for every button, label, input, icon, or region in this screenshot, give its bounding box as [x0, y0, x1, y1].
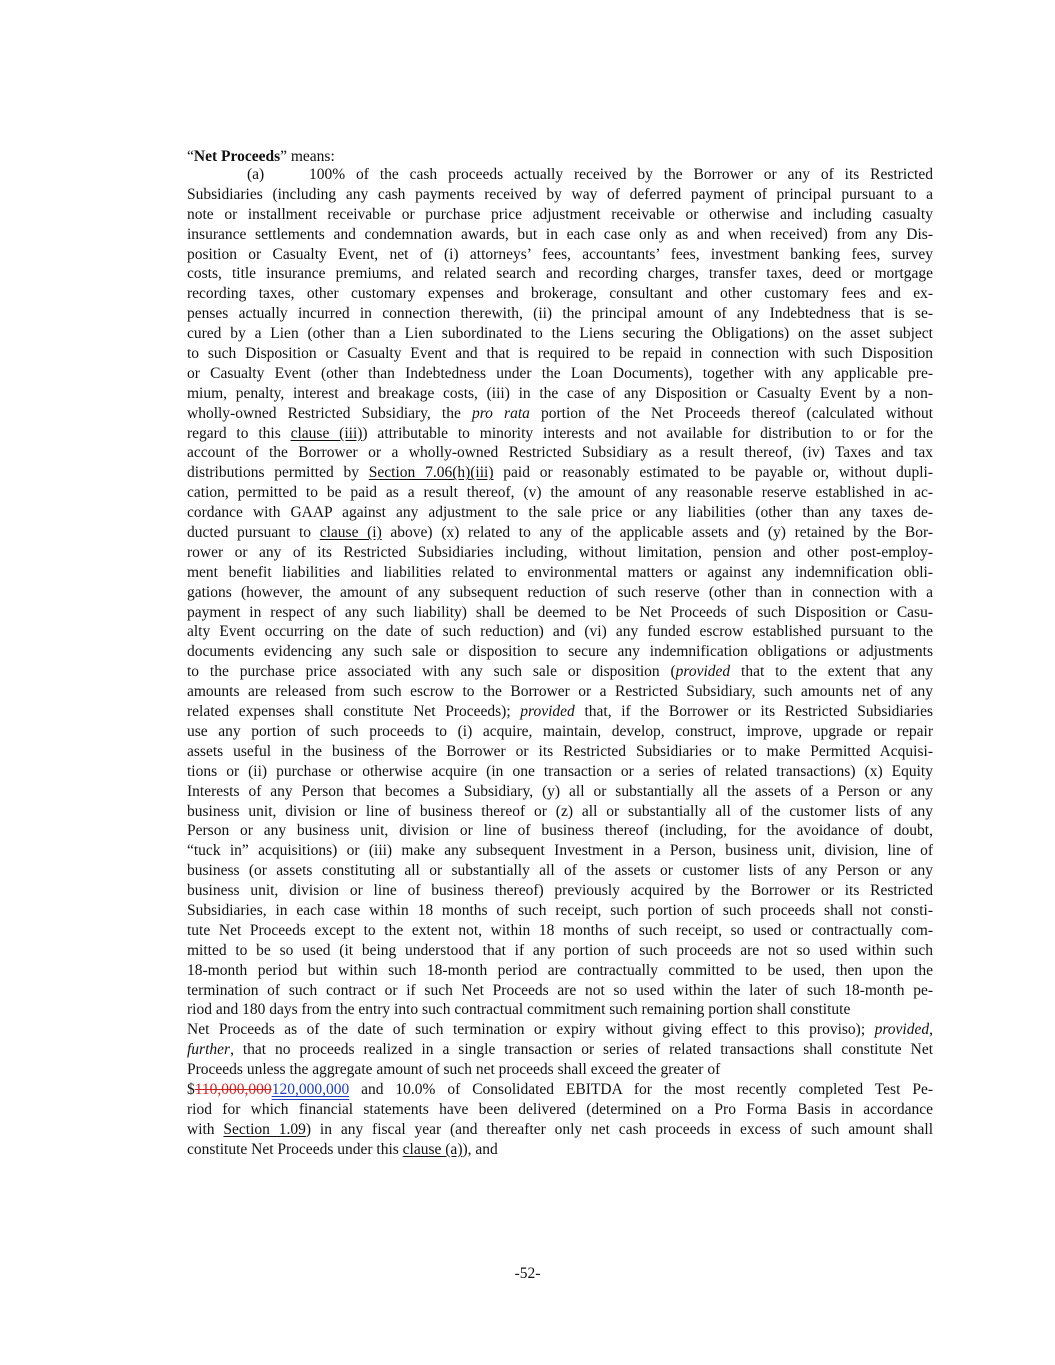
text-run: riod for which financial statements have been delivered (determined on a Pro Forma Basis in accordance: [187, 1100, 933, 1118]
paragraph-line: [187, 722, 933, 742]
paragraph-line: [187, 563, 933, 583]
paragraph-line: [187, 1120, 933, 1140]
paragraph-line: [187, 682, 933, 702]
inserted-amount: 120,000,000: [271, 1080, 350, 1098]
text-run: riod and 180 days from the entry into such contractual commitment such remaining portion shall constitute: [187, 1001, 851, 1019]
text-run: tions or (ii) purchase or otherwise acquire (in one transaction or a series of related transactions) (x) Equity: [187, 762, 933, 780]
clause-marker: (a): [247, 166, 265, 183]
text-run: 18-month period but within such 18-month period are contractually committed to be used, then upon the: [187, 961, 933, 979]
text-run: that, if the Borrower or its Restricted Subsidiaries: [574, 703, 933, 721]
paragraph-line: [187, 821, 933, 841]
text-run: that to the extent that any: [730, 663, 933, 681]
text-run: amounts are released from such escrow to the Borrower or a Restricted Subsidiary, such amounts net of any: [187, 683, 933, 701]
paragraph-line: [187, 861, 933, 881]
paragraph-line: [187, 841, 933, 861]
text-run: to such Disposition or Casualty Event and that is required to be repaid in connection with such Disposition: [187, 345, 933, 363]
cross-reference: Section 7.06(h)(iii): [368, 464, 494, 482]
text-run: assets useful in the business of the Borrower or its Restricted Subsidiaries or to make Permitted Acquisi-: [187, 742, 933, 760]
text-run: cordance with GAAP against any adjustment to the sale price or any liabilities (other than any taxes de-: [187, 504, 933, 522]
text-run: business unit, division or line of business thereof) previously acquired by the Borrower or its Restricted: [187, 882, 933, 900]
text-run: ), and: [462, 1140, 498, 1158]
text-run: business unit, division or line of business thereof or (z) all or substantially all of the customer lists of any: [187, 802, 933, 820]
text-run: $: [187, 1080, 195, 1098]
text-run: penses actually incurred in connection therewith, (ii) the principal amount of any Indebtedness that is se-: [187, 305, 933, 323]
paragraph-line: [187, 662, 933, 682]
paragraph-line: [187, 782, 933, 802]
cross-reference: Section 1.09: [223, 1120, 306, 1138]
paragraph-line: [187, 1140, 933, 1160]
text-run: rower or any of its Restricted Subsidiaries including, without limitation, pension and other post-employ-: [187, 543, 933, 561]
paragraph-line: [187, 901, 933, 921]
text-run: ducted pursuant to: [187, 524, 320, 542]
paragraph-line: [187, 1020, 933, 1040]
text-run: , that no proceeds realized in a single transaction or series of related transactions shall constitute Net: [230, 1041, 933, 1059]
paragraph-line: [187, 364, 933, 384]
text-run: recording taxes, other customary expenses and brokerage, consultant and other customary fees and ex-: [187, 285, 933, 303]
text-run: “tuck in” acquisitions) or (iii) make any subsequent Investment in a Person, business unit, division, line of: [187, 842, 933, 860]
paragraph-line: [187, 404, 933, 424]
text-run: use any portion of such proceeds to (i) acquire, maintain, develop, construct, improve, upgrade or repair: [187, 722, 933, 740]
text-run: documents evidencing any such sale or disposition to secure any indemnification obligations or adjustments: [187, 643, 933, 661]
text-run: mium, penalty, interest and breakage costs, (iii) in the case of any Disposition or Casualty Event by a non-: [187, 384, 933, 402]
text-run: ) in any fiscal year (and thereafter only net cash proceeds in excess of such amount shall: [305, 1120, 934, 1138]
text-run: cation, permitted to be paid as a result thereof, (v) the amount of any reasonable reserve established in ac-: [187, 484, 933, 502]
page-number: -52-: [514, 1265, 541, 1282]
text-run: cured by a Lien (other than a Lien subordinated to the Liens securing the Obligations) on the asset subject: [187, 325, 933, 343]
paragraph-line: [187, 642, 933, 662]
cross-reference: clause (iii): [290, 424, 363, 442]
text-run: tute Net Proceeds except to the extent not, within 18 months of such receipt, so used or contractually com-: [187, 921, 933, 939]
paragraph-line: [187, 463, 933, 483]
paragraph-line: [187, 762, 933, 782]
text-run: insurance settlements and condemnation awards, but in each case only as and when received) from any Dis-: [187, 225, 933, 243]
paragraph-line: [187, 443, 933, 463]
paragraph-line: [187, 225, 933, 245]
paragraph-line: [187, 205, 933, 225]
paragraph-line: [187, 245, 933, 265]
paragraph-line: [187, 603, 933, 623]
paragraph-line: [187, 941, 933, 961]
paragraph-line: [187, 185, 933, 205]
italic-term: pro rata: [471, 404, 530, 422]
paragraph-line: [187, 921, 933, 941]
open-quote: “: [187, 148, 194, 165]
text-run: 100% of the cash proceeds actually received by the Borrower or any of its Restricted: [309, 166, 933, 183]
text-run: wholly-owned Restricted Subsidiary, the: [187, 404, 472, 422]
paragraph-line: [187, 483, 933, 503]
text-run: position or Casualty Event, net of (i) attorneys’ fees, accountants’ fees, investment banking fees, survey: [187, 245, 933, 263]
text-run: portion of the Net Proceeds thereof (calculated without: [529, 404, 934, 422]
text-run: paid or reasonably estimated to be payable or, without dupli-: [493, 464, 933, 482]
text-run: account of the Borrower or a wholly-owned Restricted Subsidiary as a result thereof, (iv) Taxes and tax: [187, 444, 933, 462]
paragraph-line: [187, 1080, 933, 1100]
deleted-amount: 110,000,000: [194, 1080, 272, 1098]
text-run: above) (x) related to any of the applicable assets and (y) retained by the Bor-: [381, 524, 933, 542]
paragraph-line: [187, 702, 933, 722]
paragraph-line: [187, 165, 933, 185]
paragraph-line: [187, 264, 933, 284]
paragraph-line: [187, 344, 933, 364]
heading-rest: ” means:: [280, 148, 335, 165]
text-run: to the purchase price associated with any such sale or disposition (: [187, 663, 676, 681]
text-run: ,: [929, 1021, 933, 1039]
text-run: termination of such contract or if such Net Proceeds are not so used within the later of such 18-month pe-: [187, 981, 933, 999]
text-run: alty Event occurring on the date of such reduction) and (vi) any funded escrow established pursuant to the: [187, 623, 933, 641]
cross-reference: clause (a): [402, 1140, 463, 1158]
text-run: note or installment receivable or purchase price adjustment receivable or otherwise and including casualty: [187, 205, 933, 223]
text-run: ) attributable to minority interests and not available for distribution to or for the: [362, 424, 933, 442]
definition-heading: [187, 147, 335, 167]
paragraph-line: [187, 284, 933, 304]
paragraph-line: [187, 881, 933, 901]
text-run: business (or assets constituting all or substantially all of the assets or customer lists of any Person or any: [187, 862, 933, 880]
cross-reference: clause (i): [319, 524, 382, 542]
text-run: Net Proceeds as of the date of such termination or expiry without giving effect to this proviso);: [187, 1021, 875, 1039]
paragraph-line: [187, 503, 933, 523]
paragraph-line: [187, 543, 933, 563]
italic-term: provided: [874, 1021, 930, 1039]
paragraph-line: [187, 523, 933, 543]
text-run: with: [187, 1120, 224, 1138]
paragraph-line: [187, 981, 933, 1001]
text-run: Subsidiaries, in each case within 18 months of such receipt, such portion of such proceeds shall not consti-: [187, 901, 933, 919]
paragraph-line: [187, 304, 933, 324]
text-run: related expenses shall constitute Net Proceeds);: [187, 703, 521, 721]
text-run: ment benefit liabilities and liabilities related to environmental matters or against any indemnification obli-: [187, 563, 933, 581]
paragraph-line: [187, 324, 933, 344]
text-run: and 10.0% of Consolidated EBITDA for the most recently completed Test Pe-: [349, 1080, 933, 1098]
text-run: costs, title insurance premiums, and related search and recording charges, transfer taxes, deed or mortgage: [187, 265, 933, 283]
text-run: Interests of any Person that becomes a Subsidiary, (y) all or substantially all the assets of a Person or any: [187, 782, 933, 800]
paragraph-line: [187, 622, 933, 642]
text-run: Person or any business unit, division or line of business thereof (including, for the avoidance of doubt,: [187, 822, 933, 840]
text-run: gations (however, the amount of any subsequent reduction of such reserve (other than in connection with a: [187, 583, 933, 601]
paragraph-line: [187, 1100, 933, 1120]
text-run: regard to this: [187, 424, 291, 442]
paragraph-line: [187, 384, 933, 404]
paragraph-line: [187, 583, 933, 603]
paragraph-line: [187, 802, 933, 822]
paragraph-line: [187, 424, 933, 444]
text-run: or Casualty Event (other than Indebtedness under the Loan Documents), together with any applicable pre-: [187, 364, 933, 382]
italic-term: provided: [675, 663, 731, 681]
paragraph-line: [187, 1060, 933, 1080]
text-run: Proceeds unless the aggregate amount of such net proceeds shall exceed the greater of: [187, 1061, 721, 1079]
paragraph-line: [187, 1000, 933, 1020]
text-run: distributions permitted by: [187, 464, 369, 482]
paragraph-line: [187, 742, 933, 762]
text-run: Subsidiaries (including any cash payments received by way of deferred payment of principal pursuant to a: [187, 185, 933, 203]
paragraph-line: [187, 1040, 933, 1060]
text-run: payment in respect of any such liability) shall be deemed to be Net Proceeds of such Disposition or Casu-: [187, 603, 933, 621]
defined-term: Net Proceeds: [193, 148, 281, 165]
italic-term: further: [187, 1041, 231, 1059]
definition-paragraph: [187, 165, 933, 1160]
text-run: mitted to be so used (it being understood that if any portion of such proceeds are not so used within such: [187, 941, 933, 959]
paragraph-line: [187, 961, 933, 981]
italic-term: provided: [520, 703, 575, 721]
text-run: constitute Net Proceeds under this: [187, 1140, 403, 1158]
